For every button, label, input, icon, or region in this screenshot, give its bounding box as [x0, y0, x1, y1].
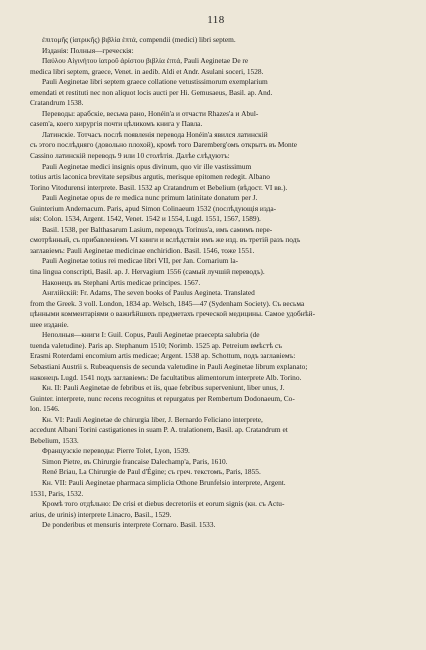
text-line: Simon Pietre, въ Chirurgie francaise Dalechamp'a, Paris, 1610. — [42, 456, 228, 466]
text-line: De ponderibus et mensuris interprete Cornaro. Basil. 1533. — [42, 520, 216, 530]
text-line: ἐπιτομῆς (ἰατρικῆς) βιβλία ἑπτά, compendii (medici) libri septem. — [42, 35, 236, 44]
text-line: 1531, Paris, 1532. — [30, 488, 84, 498]
text-line: René Briau, La Chirurgie de Paul d'Égine; съ греч. текстомъ, Paris, 1855. — [42, 467, 261, 477]
text-line: Латинскіе. Тотчасъ послѣ появленія перевода Honéin'a явился латинскій — [42, 129, 268, 139]
text-line: Pauli Aeginetae totius rei medicae libri VII, per Jan. Cornarium la- — [42, 256, 239, 266]
text-line: Французскіе переводы: Pierre Tolet, Lyon, 1539. — [42, 446, 190, 456]
text-line: Basil. 1538, per Balthasarum Lasium, переводъ Torinus'a, имъ самимъ пере- — [42, 224, 273, 234]
text-line: arius, de urinis) interprete Linacro, Basil., 1529. — [30, 509, 172, 519]
text-line: Наконецъ въ Stephani Artis medicae principes. 1567. — [42, 277, 201, 287]
text-line: Bebelium, 1533. — [30, 435, 79, 445]
text-line: Guinterium Andernacum. Paris, apud Simon Colinaeum 1532 (послѣдующія изда- — [30, 203, 277, 213]
text-line: Pauli Aeginetae opus de re medica nunc primum latinitate donatum per J. — [42, 193, 258, 203]
text-line: Pauli Aeginetae libri septem graece collatione vetustissimorum exemplarium — [42, 77, 268, 87]
text-line: Кн. II: Pauli Aeginetae de febribus et iis, quae febribus superveniunt, liber unus, J. — [42, 383, 285, 393]
text-line: Pauli Aeginetae medici insignis opus divinum, quo vir ille vastissimum — [42, 161, 252, 171]
text-line: casem'a, коего хирургія почти цѣликомъ книга у Павла. — [30, 119, 203, 129]
text-line: цѣнными комментаріями о важнѣйшихъ предметахъ греческой медицины. Самое удобнѣй- — [30, 309, 316, 319]
text-line: Кн. VII: Pauli Aeginetae pharmaca simplicia Othone Brunfelsio interprete, Argent. — [42, 477, 286, 487]
text-line: Кромѣ того отдѣльно: De crisi et diebus decretoriis et eorum signis (кн. съ Actu- — [42, 499, 285, 509]
text-line: Torino Vitodurensi interprete. Basil. 1532 ap Cratandrum et Bebelium (вѣдост. VI вв.). — [30, 182, 288, 192]
text-line: medica libri septem, graece, Venet. in aedib. Aldi et Andr. Asulani soceri, 1528. — [30, 66, 264, 76]
text-line: заглавіемъ: Pauli Aeginetae medicinae enchiridion. Basil. 1546, тоже 1551. — [30, 245, 255, 255]
text-line: Guinter. interprete, nunc recens recognitus et repurgatus per Rembertum Dodonaeum, Co- — [30, 393, 295, 403]
text-line: tuenda valetudine). Paris ap. Stephanum 1510; Norimb. 1525 ap. Petreium вмѣстѣ съ — [30, 340, 283, 350]
text-line: нія: Colon. 1534, Argent. 1542, Venet. 1542 и 1554, Lugd. 1551, 1567, 1589). — [30, 214, 261, 224]
text-line: totius artis laconica brevitate sepsibus argutis, merisque epitomen redegit. Albano — [30, 172, 270, 182]
text-line: Англійскій: Fr. Adams, The seven books of Paulus Aegineta. Translated — [42, 288, 255, 298]
text-line: Изданія: Полныя—греческія: — [42, 45, 134, 55]
text-line: emendati et restituti nec non aliquot locis aucti per Hi. Gemusaeus, Basil. ap. And. — [30, 87, 273, 97]
text-line: Cassino латинскій переводъ 9 или 10 столѣтія. Далѣе слѣдуютъ: — [30, 151, 230, 161]
text-line: наконецъ Lugd. 1541 подъ заглавіемъ: De facultatibus alimentorum interprete Alb. Torino. — [30, 372, 302, 382]
text-line: Παύλου Αἰγινήτου ἰατροῦ ἀρίστου βιβλία ἑπτά, Pauli Aeginetae De re — [42, 56, 249, 66]
text-line: съ этого послѣдняго (довольно плохой), кромѣ того Daremberg'омъ открытъ въ Monte — [30, 140, 298, 150]
text-line: шее изданіе. — [30, 319, 69, 329]
text-line: tina lingua conscripti, Basil. ap. J. Hervagium 1556 (самый лучшій переводъ). — [30, 267, 265, 277]
text-line: lon. 1546. — [30, 404, 60, 414]
text-line: Переводы: арабскіе, весьма рано, Honéin'a и отчасти Rhazes'a и Abul- — [42, 108, 259, 118]
page-text — [30, 35, 402, 531]
text-line: смотрѣнный, съ прибавленіемъ VI книги и вслѣдствіи имъ же изд. въ третій разъ подъ — [30, 235, 301, 245]
text-line: Erasmi Roterdami encomium artis medicae; Argent. 1538 ap. Schottum, подъ заглавіемъ: — [30, 351, 296, 361]
text-line: Sebastiani Austrii s. Rubeaquensis de secunda valetudine in Pauli Aeginetae librum explanato; — [30, 361, 308, 371]
text-line: Неполныя—книги I: Guil. Copus, Pauli Aeginetae praecepta salubria (de — [42, 330, 260, 340]
text-line: from the Greek. 3 voll. London, 1834 ap. Welsch, 1845—47 (Sydenham Society). Съ весьма — [30, 298, 305, 308]
page-number: 118 — [207, 14, 225, 26]
text-line: Cratandrum 1538. — [30, 98, 84, 108]
text-line: accedunt Albani Torini castigationes in suam P. A. tralationem, Basil. ap. Cratandrum et — [30, 425, 288, 435]
text-line: Кн. VI: Pauli Aeginetae de chirurgia liber, J. Bernardo Feliciano interprete, — [42, 414, 263, 424]
